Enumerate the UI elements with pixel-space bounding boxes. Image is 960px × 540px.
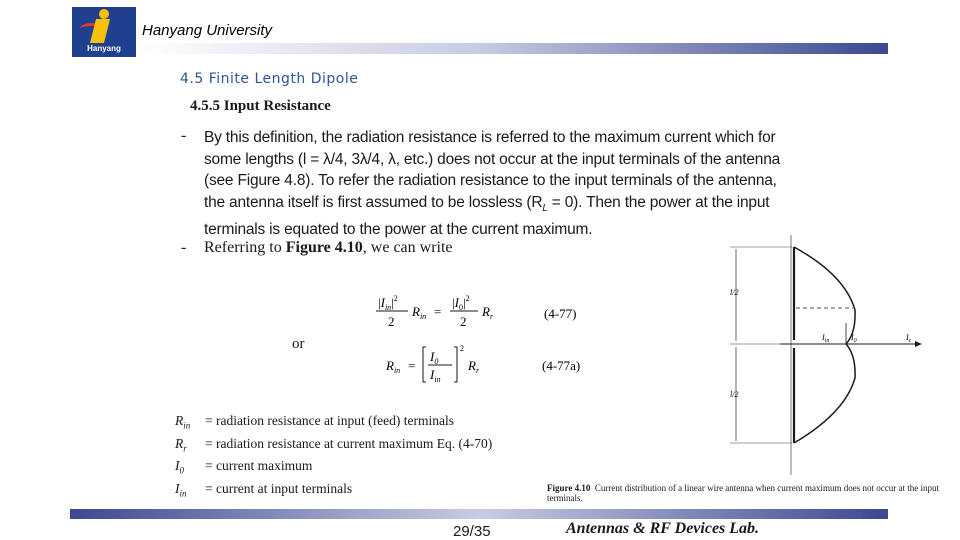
current-distribution-figure bbox=[720, 235, 950, 480]
subsection-title: 4.5.5 Input Resistance bbox=[190, 98, 331, 114]
paragraph-line: terminals is equated to the power at the current maximum. bbox=[204, 221, 593, 239]
university-name: Hanyang University bbox=[142, 22, 273, 39]
axis-arrow-icon bbox=[915, 341, 922, 347]
paragraph-line-4 bbox=[204, 192, 844, 220]
svg-text:2: 2 bbox=[460, 344, 464, 353]
university-logo bbox=[72, 7, 136, 57]
svg-text:2: 2 bbox=[460, 314, 467, 329]
or-text: or bbox=[292, 336, 305, 352]
svg-text:|I0|2: $|I_0|^2$ bbox=[452, 294, 470, 312]
svg-text:Rin: $R_{in}$ bbox=[412, 304, 427, 321]
current-lower-curve bbox=[794, 344, 855, 443]
caption-figure-number: Figure 4.10 bbox=[547, 483, 591, 493]
paragraph-line-4-sub: L bbox=[542, 202, 548, 214]
label-half-length-top: l/2 bbox=[730, 288, 739, 297]
label-iz: $I_z$ bbox=[906, 333, 912, 344]
lab-name: Antennas & RF Devices Lab. bbox=[566, 520, 760, 537]
label-iin: $I_{in}$ bbox=[822, 333, 830, 344]
paragraph-line: some lengths (l = λ/4, 3λ/4, λ, etc.) does not occur at the input terminals of the antenna bbox=[204, 150, 781, 168]
svg-text:=: = bbox=[408, 358, 416, 373]
equation-label-2: (4-77a) bbox=[542, 358, 581, 373]
label-i0: $I_0$ bbox=[851, 333, 857, 344]
page-number: 29/35 bbox=[453, 523, 491, 540]
svg-text:Rin: $R_{in}$ bbox=[386, 358, 401, 375]
definition-paragraph bbox=[204, 127, 844, 241]
svg-text:I0: $I_0$ bbox=[430, 349, 439, 366]
bullet-marker: - bbox=[181, 127, 187, 144]
svg-text:Rr: $R_r$ bbox=[468, 358, 480, 375]
footer-gradient-bar bbox=[70, 509, 888, 519]
refer-post: , we can write bbox=[362, 239, 453, 256]
paragraph-line: By this definition, the radiation resistance is referred to the maximum current which for bbox=[204, 129, 776, 146]
definition-row: $I_0$ = current maximum bbox=[175, 458, 313, 477]
label-half-length-bottom: l/2 bbox=[730, 390, 739, 399]
equation-label-1: (4-77) bbox=[544, 306, 577, 321]
svg-text:=: = bbox=[434, 304, 442, 319]
bullet-marker: - bbox=[181, 239, 187, 256]
logo-dot-icon bbox=[99, 9, 109, 19]
paragraph-line-4-tail: = 0). Then the power at the input bbox=[547, 193, 770, 211]
equations-block bbox=[372, 285, 632, 385]
paragraph-line: (see Figure 4.8). To refer the radiation resistance to the input terminals of the antenna, bbox=[204, 172, 777, 189]
svg-text:|Iin|2: $|I_{in}|^2$ bbox=[378, 294, 398, 312]
definition-row: $I_{in}$ = current at input terminals bbox=[175, 481, 353, 499]
figure-caption bbox=[547, 483, 959, 503]
svg-text:Iin: $I_{in}$ bbox=[430, 367, 441, 384]
caption-text: Current distribution of a linear wire antenna when current maximum does not occur at the input terminals. bbox=[547, 483, 939, 503]
paragraph-line-4-head: the antenna itself is first assumed to be lossless (R bbox=[204, 193, 543, 211]
refer-pre: Referring to bbox=[204, 239, 286, 256]
svg-text:2: 2 bbox=[388, 314, 395, 329]
svg-text:Rr: $R_r$ bbox=[482, 304, 494, 321]
definition-row: $R_r$ = radiation resistance at current maximum Eq. (4-70) bbox=[175, 435, 493, 454]
logo-text: Hanyang bbox=[87, 44, 121, 53]
refer-figure-link: Figure 4.10 bbox=[285, 239, 363, 256]
equation-4-77 bbox=[376, 294, 577, 329]
section-title: 4.5 Finite Length Dipole bbox=[180, 71, 359, 87]
header-gradient-bar bbox=[138, 43, 888, 54]
definition-row: $R_{in}$ = radiation resistance at input (feed) terminals bbox=[175, 413, 455, 431]
symbol-definitions bbox=[175, 412, 492, 503]
refer-line bbox=[204, 239, 453, 257]
equation-4-77a bbox=[385, 344, 580, 384]
